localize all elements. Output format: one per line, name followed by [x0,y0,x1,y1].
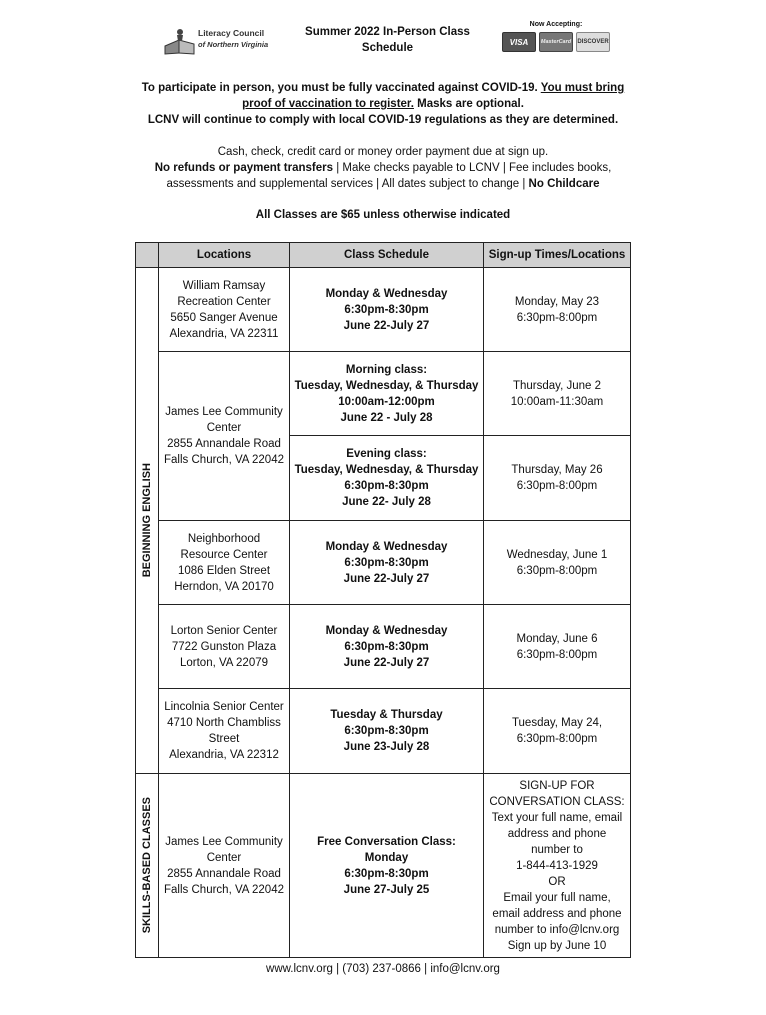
location-line: Resource Center [180,548,268,561]
location-line: James Lee Community [165,835,283,848]
signup-cell [484,521,631,605]
signup-cell [484,352,631,436]
schedule-line: June 22-July 27 [343,319,430,332]
location-line: Center [206,851,242,864]
notice-line1-underlined: You must bring [540,82,625,94]
location-cell [159,774,290,958]
location-line: Herndon, VA 20170 [174,580,274,593]
mastercard-icon: MasterCard [539,32,573,52]
notice-line1-plain: To participate in person, you must be fully vaccinated against COVID-19. [141,82,541,94]
header-corner [136,243,159,268]
schedule-line: June 27-July 25 [343,883,430,896]
payment-line1: Cash, check, credit card or money order payment due at sign up. [217,146,549,158]
location-line: Lorton, VA 22079 [179,656,269,669]
signup-line: SIGN-UP FOR [519,779,595,792]
location-line: 4710 North Chambliss [167,717,281,729]
location-line: William Ramsay [182,279,266,292]
schedule-line: Monday & Wednesday [325,540,448,553]
signup-line: OR [548,875,566,888]
title-line1: Summer 2022 In-Person Class [305,26,470,38]
schedule-line: 6:30pm-8:30pm [344,303,429,316]
schedule-cell [290,774,484,958]
notice-line2-plain: Masks are optional. [413,98,524,110]
lcnv-logo [163,24,303,60]
table-row [136,689,631,774]
signup-line: Email your full name, [503,891,611,904]
location-line: Alexandria, VA 22311 [169,327,279,340]
schedule-cell [290,352,484,436]
schedule-line: Tuesday, Wednesday, & Thursday [294,379,479,392]
schedule-line: Tuesday & Thursday [330,709,443,721]
notice-line3: LCNV will continue to comply with local COVID-19 regulations as they are determined. [147,114,619,126]
page-footer: www.lcnv.org | (703) 237-0866 | info@lcnv.org [266,963,500,975]
page-header [0,0,766,70]
no-childcare-text: No Childcare [528,178,600,190]
location-line: 1086 Elden Street [177,564,271,577]
discover-card-icon: DISCOVER [576,32,610,52]
schedule-line: Free Conversation Class: [317,835,456,848]
header-locations: Locations [159,243,290,268]
schedule-line: Monday & Wednesday [325,624,448,637]
notice-line2-underlined: proof of vaccination to register. [242,98,414,110]
category-label: SKILLS-BASED CLASSES [141,797,153,934]
payment-cards [500,21,612,52]
schedule-line: 6:30pm-8:30pm [344,556,429,569]
schedule-line: 10:00am-12:00pm [338,395,435,408]
signup-line: 6:30pm-8:00pm [516,480,598,492]
payment-line2-rest: | Make checks payable to LCNV | Fee includes books, [333,162,612,174]
signup-line: 10:00am-11:30am [510,395,604,408]
class-schedule-table [135,242,631,958]
location-line: 5650 Sanger Avenue [170,311,278,324]
signup-line: 6:30pm-8:00pm [516,564,598,577]
schedule-line: June 22-July 27 [343,656,430,669]
header-signup: Sign-up Times/Locations [484,243,631,268]
location-line: Recreation Center [177,295,271,308]
signup-phone: 1-844-413-1929 [516,859,598,872]
signup-cell [484,774,631,958]
schedule-line: Monday & Wednesday [325,287,448,300]
location-cell [159,268,290,352]
schedule-line: June 23-July 28 [343,741,430,753]
page-title [300,24,475,56]
signup-line: 6:30pm-8:00pm [516,311,598,324]
schedule-cell [290,689,484,774]
location-line: Street [208,733,240,745]
signup-line: Thursday, June 2 [512,379,601,392]
location-line: Center [206,422,242,434]
signup-cell [484,436,631,521]
category-skills-based [136,774,159,958]
signup-deadline: Sign up by June 10 [507,939,607,952]
category-label: BEGINNING ENGLISH [141,463,153,578]
all-classes-price: All Classes are $65 unless otherwise indicated [255,209,511,221]
location-cell [159,352,290,521]
table-row [136,521,631,605]
table-row [136,774,631,958]
location-line: Falls Church, VA 22042 [164,454,284,466]
signup-line: Monday, June 6 [516,632,598,645]
schedule-cell [290,605,484,689]
logo-line1: Literacy Council [198,28,265,38]
schedule-line: June 22-July 27 [343,572,430,585]
logo-line2: of Northern Virginia [198,40,269,49]
schedule-line: 6:30pm-8:30pm [344,867,429,880]
signup-email: number to info@lcnv.org [494,923,620,936]
location-line: Falls Church, VA 22042 [164,883,284,896]
vaccination-notice [120,80,646,128]
location-line: 2855 Annandale Road [167,438,281,450]
signup-cell [484,268,631,352]
schedule-cell [290,436,484,521]
signup-line: Wednesday, June 1 [506,548,608,561]
schedule-line: Monday [364,851,409,864]
title-line2: Schedule [361,42,414,54]
schedule-line: 6:30pm-8:30pm [344,640,429,653]
signup-line: number to [531,843,583,856]
logo-text [198,28,268,50]
location-cell [159,689,290,774]
schedule-line: June 22- July 28 [342,496,431,508]
schedule-cell [290,268,484,352]
schedule-line: June 22 - July 28 [340,411,433,424]
location-cell [159,605,290,689]
location-line: Lorton Senior Center [170,624,278,637]
location-line: Lincolnia Senior Center [164,701,284,713]
schedule-line: 6:30pm-8:30pm [344,480,429,492]
table-row [136,268,631,352]
header-class-schedule: Class Schedule [290,243,484,268]
signup-line: 6:30pm-8:00pm [516,733,598,745]
category-beginning-english [136,268,159,774]
signup-line: Thursday, May 26 [511,464,603,476]
open-book-icon [163,26,197,56]
table-header-row [136,243,631,268]
signup-line: address and phone [507,827,607,840]
location-line: 2855 Annandale Road [167,867,281,880]
signup-line: CONVERSATION CLASS: [489,795,625,808]
now-accepting-label: Now Accepting: [529,21,583,28]
location-cell [159,521,290,605]
signup-cell [484,689,631,774]
signup-line: Monday, May 23 [514,295,600,308]
signup-line: Text your full name, email [491,811,623,824]
no-refunds-text: No refunds or payment transfers [154,162,333,174]
signup-line: Tuesday, May 24, [511,717,603,729]
signup-line: email address and phone [492,907,622,920]
visa-card-icon: VISA [502,32,536,52]
payment-line3-rest: assessments and supplemental services | All dates subject to change | [166,178,529,190]
schedule-line: 6:30pm-8:30pm [344,725,429,737]
payment-info [120,144,646,192]
table-row [136,605,631,689]
schedule-line: Tuesday, Wednesday, & Thursday [294,464,479,476]
schedule-line: Evening class: [346,448,427,460]
table-row [136,352,631,436]
location-line: Neighborhood [187,532,261,545]
schedule-line: Morning class: [345,363,428,376]
location-line: Alexandria, VA 22312 [169,749,279,761]
schedule-cell [290,521,484,605]
location-line: James Lee Community [165,406,283,418]
location-line: 7722 Gunston Plaza [171,640,277,653]
signup-line: 6:30pm-8:00pm [516,648,598,661]
signup-cell [484,605,631,689]
